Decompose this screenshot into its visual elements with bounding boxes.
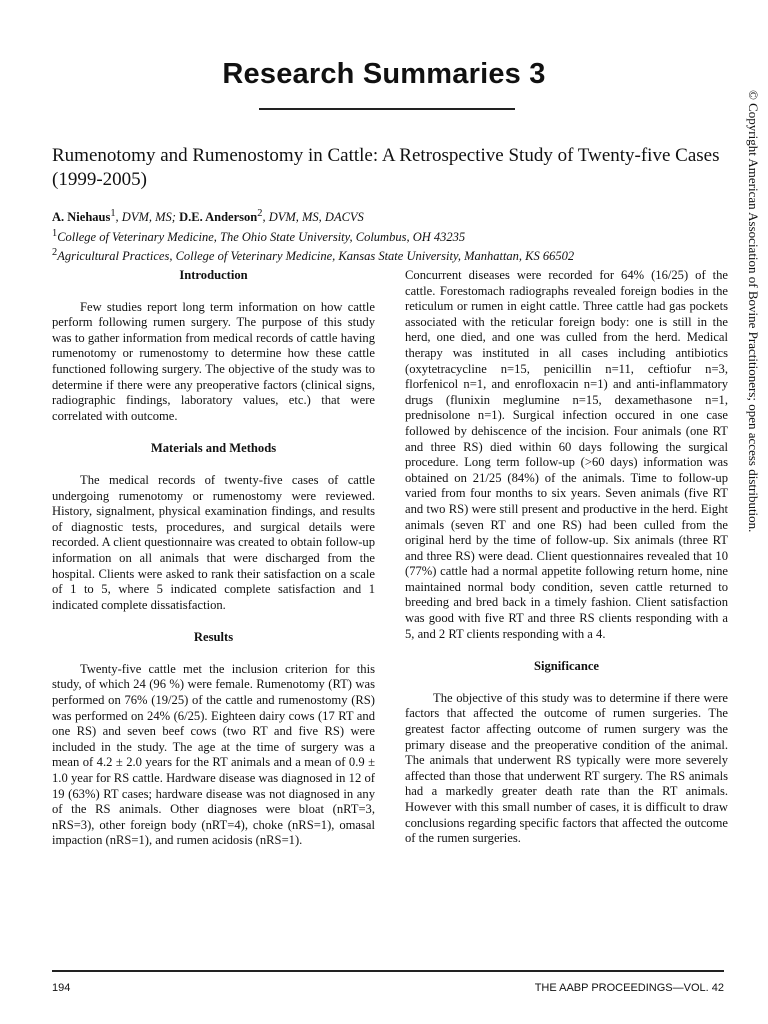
author-1-degree: , DVM, MS; (115, 210, 176, 225)
article-title: Rumenotomy and Rumenostomy in Cattle: A Retrospective Study of Twenty-five Cases (1999-2005) (52, 145, 720, 190)
author-2-sup: 2 (257, 208, 263, 219)
author-1-name: A. Niehaus (52, 210, 111, 225)
affiliation-1-text: College of Veterinary Medicine, The Ohio State University, Columbus, OH 43235 (57, 229, 466, 244)
methods-heading: Materials and Methods (150, 441, 277, 456)
section-title: Research Summaries 3 (222, 58, 546, 90)
affiliation-2-sup: 2 (52, 247, 58, 259)
author-1-sup: 1 (110, 208, 116, 219)
methods-text: The medical records of twenty-five cases of cattle undergoing rumenotomy or rumenostomy were reviewed. History, signalment, physical examination findings, and results of diagnostic tests, procedures, and surgical details were recorded. A client questionnaire was created to obtain follow-up information on all animals that were discharged from the hospital. Clients were asked to rank their satisfaction on a scale of 1 to 5, where 5 indicated complete satisfaction and 1 indicated complete dissatisfaction. (52, 472, 375, 612)
author-line (52, 206, 742, 226)
introduction-text: Few studies report long term information on how cattle perform following rumen surgery. The purpose of this study was to gather information from medical records of cattle having rumenotomy or rumenostomy to determine how these cattle functioned following surgery. The objective of the study was to determine if there were any preoperative factors (clinical signs, radiographic findings, laboratory values, etc.) that were correlated with outcome. (52, 299, 375, 423)
left-column (52, 268, 375, 866)
significance-heading: Significance (533, 659, 600, 674)
introduction-heading: Introduction (179, 268, 248, 282)
significance-text: The objective of this study was to determine if there were factors that affected the outcome of rumen surgeries. The greatest factor affecting outcome of rumen surgery was the primary disease and the preoperative condition of the animal. The animals that underwent RS typically were more severely affected than those that underwent RT surgery. The RS animals had a markedly greater death rate than the RT animals. However with this small number of cases, it is difficult to draw conclusions regarding specific factors that affected the outcome of the rumen surgeries. (405, 690, 728, 846)
affiliation-1 (52, 226, 742, 246)
journal-name: THE AABP PROCEEDINGS—VOL. 42 (534, 982, 724, 994)
title-divider (259, 108, 515, 110)
results-text: Twenty-five cattle met the inclusion criterion for this study, of which 24 (96 %) were female. Rumenotomy (RT) was performed on 76% (19/25) of the cattle and rumenostomy (RS) was performed on 24% (6/25). Eighteen dairy cows (17 RT and one RS) and seven beef cows (two RT and five RS) were included in the study. The age at the time of surgery was a mean of 4.2 ± 2.0 years for the RT animals and a mean of 0.9 ± 1.0 year for RS cattle. Hardware disease was diagnosed in 12 of 19 (63%) RT cases; hardware disease was not diagnosed in any of the RS animals. Other diagnoses were bloat (nRT=3, nRS=3), other foreign body (nRT=4), choke (nRS=1), omasal impaction (nRS=1), and rumen acidosis (nRS=1). (52, 661, 375, 848)
page-number: 194 (52, 982, 71, 994)
affiliation-1-sup: 1 (52, 227, 58, 239)
author-2-degree: , DVM, MS, DACVS (262, 210, 364, 225)
footer-divider (52, 970, 724, 972)
results-heading: Results (193, 630, 234, 645)
copyright-text: © Copyright American Association of Bovine Practitioners; open access distribution. (746, 90, 761, 533)
affiliation-2-text: Agricultural Practices, College of Veterinary Medicine, Kansas State University, Manhattan, KS 66502 (57, 249, 575, 264)
affiliation-2 (52, 245, 742, 265)
author-2-name: D.E. Anderson (179, 210, 258, 225)
right-column (405, 268, 728, 864)
copyright-notice (742, 90, 764, 730)
author-block (52, 206, 742, 265)
results-continued-text: Concurrent diseases were recorded for 64% (16/25) of the cattle. Forestomach radiographs revealed foreign bodies in the reticulum or rumen in eight cattle. Three cattle had gas pockets associated with the reticular foreign body: one is still in the herd, one died, and one was culled from the herd. Medical therapy was instituted in all cases including antibiotics (oxytetracycline n=15, penicillin n=11, ceftiofur n=3, florfenicol n=1, and enrofloxacin n=1) and anti-inflammatory drugs (flunixin meglumine n=15, dexamethasone n=1, prednisolone n=1). Surgical infection occured in one case followed by dehiscence of the incision. Four animals (one RT and three RS) died within 60 days following the surgical procedure. Long term follow-up (>60 days) information was obtained on 21/25 (84%) of the animals. Time to follow-up varied from four months to six years. Seven animals (five RT and two RS) were still present and productive in the herd. Eight animals (seven RT and one RS) had been culled from the original herd by the time of follow-up. Six animals (three RT and three RS) were dead. Client questionnaires revealed that 10 (77%) cattle had a normal appetite following return home, nine maintained normal body condition, seven cattle returned to breeding and bred back in a timely fashion. Client satisfaction was good with five RT and three RS clients responding with a 5, and 2 RT clients responding with a 4. (405, 268, 728, 641)
